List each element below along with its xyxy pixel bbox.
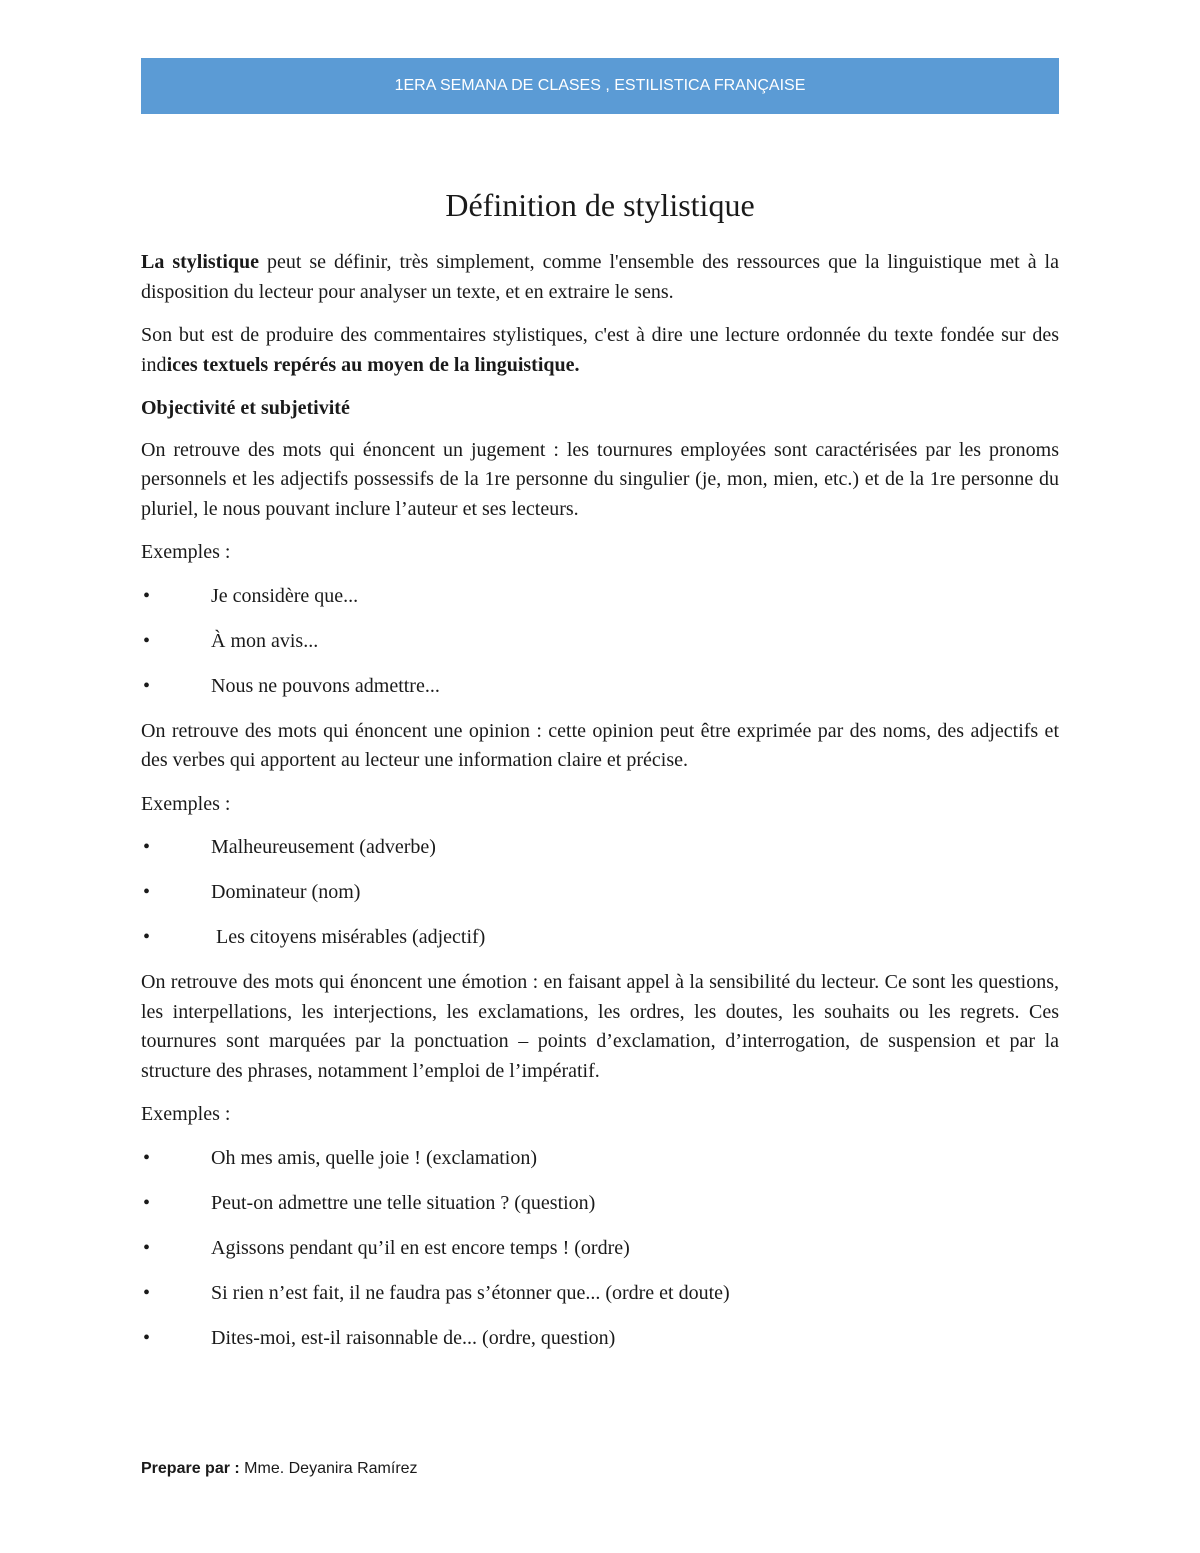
page-title: Définition de stylistique bbox=[445, 187, 755, 223]
judgement-paragraph: On retrouve des mots qui énoncent un jugement : les tournures employées sont caractérisées par les pronoms personnels et les adjectifs possessifs de la 1re personne du singulier (je, mon, mien, etc.) et de la 1re personne du pluriel, le nous pouvant inclure l’auteur et ses lecteurs. bbox=[141, 438, 1059, 520]
list-item-text: Peut-on admettre une telle situation ? (question) bbox=[211, 1191, 596, 1214]
footer-label: Prepare par : bbox=[141, 1460, 240, 1477]
list-item-text: Je considère que... bbox=[211, 584, 359, 607]
section-subheading: Objectivité et subjetivité bbox=[141, 397, 350, 420]
list-item-text: Oh mes amis, quelle joie ! (exclamation) bbox=[211, 1146, 538, 1169]
list-item bbox=[141, 1324, 1059, 1354]
bullet-icon: • bbox=[143, 881, 151, 904]
list-item bbox=[141, 1144, 1059, 1174]
bullet-icon: • bbox=[143, 1236, 151, 1259]
bullet-icon: • bbox=[143, 1191, 151, 1214]
bullet-icon: • bbox=[143, 1281, 151, 1304]
list-item-text: À mon avis... bbox=[211, 629, 319, 652]
opinion-paragraph: On retrouve des mots qui énoncent une opinion : cette opinion peut être exprimée par des noms, des adjectifs et des verbes qui apportent au lecteur une information claire et précise. bbox=[141, 719, 1059, 772]
list-item bbox=[141, 1234, 1059, 1264]
list-item-text: Dites-moi, est-il raisonnable de... (ordre, question) bbox=[211, 1326, 616, 1349]
list-item-text: Malheureusement (adverbe) bbox=[211, 836, 436, 859]
list-item bbox=[141, 672, 1059, 702]
list-item-text: Dominateur (nom) bbox=[211, 881, 361, 904]
footer-author: Mme. Deyanira Ramírez bbox=[239, 1460, 418, 1477]
intro-bold-lead: La stylistique bbox=[141, 251, 259, 274]
list-item-text: Si rien n’est fait, il ne faudra pas s’étonner que... (ordre et doute) bbox=[211, 1281, 730, 1304]
list-item bbox=[141, 833, 1059, 863]
emotion-examples-list bbox=[141, 1144, 1059, 1354]
purpose-paragraph bbox=[141, 321, 1059, 380]
list-item bbox=[141, 582, 1059, 612]
header-banner bbox=[141, 58, 1059, 114]
page-footer bbox=[141, 1460, 418, 1478]
purpose-text: Son but est de produire des commentaires stylistiques, c'est à dire une lecture ordonnée du texte fondée sur des ind bbox=[141, 324, 1059, 376]
examples-label: Exemples : bbox=[141, 1103, 231, 1126]
emotion-paragraph: On retrouve des mots qui énoncent une émotion : en faisant appel à la sensibilité du lecteur. Ce sont les questions, les interpellations, les interjections, les exclamations, les ordres, les doutes, les souhaits ou les regrets. Ces tournures sont marquées par la ponctuation – points d’exclamation, d’interrogation, de suspension et par la structure des phrases, notamment l’emploi de l’impératif. bbox=[141, 971, 1059, 1082]
purpose-bold-tail: ices textuels repérés au moyen de la linguistique. bbox=[166, 353, 580, 376]
list-item bbox=[141, 1189, 1059, 1219]
list-item-text: Agissons pendant qu’il en est encore temps ! (ordre) bbox=[211, 1236, 630, 1259]
bullet-icon: • bbox=[143, 836, 151, 859]
list-item bbox=[141, 878, 1059, 908]
bullet-icon: • bbox=[143, 1146, 151, 1169]
list-item bbox=[141, 1279, 1059, 1309]
list-item bbox=[141, 923, 1059, 953]
judgement-examples-list bbox=[141, 582, 1059, 702]
document-body bbox=[141, 186, 1059, 1369]
bullet-icon: • bbox=[143, 674, 151, 697]
bullet-icon: • bbox=[143, 1326, 151, 1349]
bullet-icon: • bbox=[143, 926, 151, 949]
header-banner-text: 1ERA SEMANA DE CLASES , ESTILISTICA FRANÇAISE bbox=[394, 77, 806, 94]
intro-text: peut se définir, très simplement, comme l'ensemble des ressources que la linguistique met à la disposition du lecteur pour analyser un texte, et en extraire le sens. bbox=[141, 251, 1059, 303]
bullet-icon: • bbox=[143, 629, 151, 652]
list-item-text: Les citoyens misérables (adjectif) bbox=[211, 926, 486, 949]
opinion-examples-list bbox=[141, 833, 1059, 953]
bullet-icon: • bbox=[143, 584, 151, 607]
examples-label: Exemples : bbox=[141, 541, 231, 564]
list-item bbox=[141, 627, 1059, 657]
examples-label: Exemples : bbox=[141, 792, 231, 815]
list-item-text: Nous ne pouvons admettre... bbox=[211, 674, 440, 697]
intro-paragraph bbox=[141, 248, 1059, 307]
